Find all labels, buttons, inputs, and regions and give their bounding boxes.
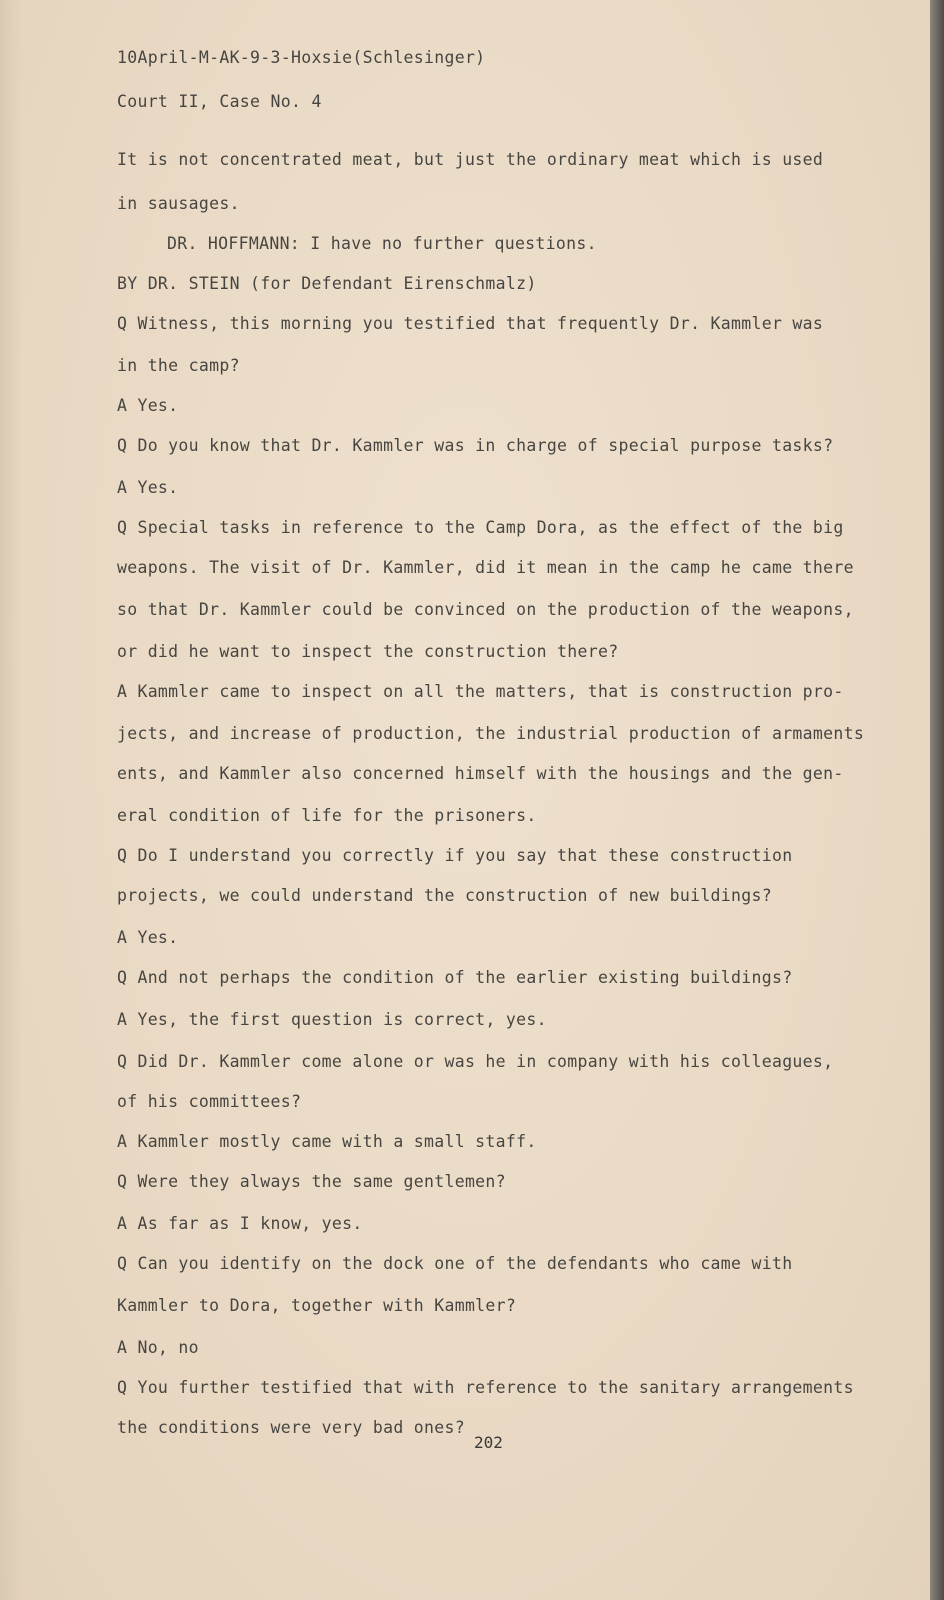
header-court-case: Court II, Case No. 4 [117,92,322,111]
transcript-line: in sausages. [117,194,240,213]
transcript-line: Q And not perhaps the condition of the earlier existing buildings? [117,968,793,987]
transcript-line: It is not concentrated meat, but just the ordinary meat which is used [117,150,824,169]
transcript-line: A Yes, the first question is correct, yes. [117,1010,547,1029]
transcript-line: so that Dr. Kammler could be convinced on the production of the weapons, [117,600,854,619]
transcript-line: DR. HOFFMANN: I have no further questions. [167,234,597,253]
transcript-line: jects, and increase of production, the industrial production of armaments [117,724,865,743]
transcript-line: A No, no [117,1338,199,1357]
transcript-line: Q Do I understand you correctly if you say that these construction [117,846,793,865]
header-reference: 10April-M-AK-9-3-Hoxsie(Schlesinger) [117,48,486,67]
transcript-line: Q Special tasks in reference to the Camp Dora, as the effect of the big [117,518,844,537]
transcript-line: A Yes. [117,478,179,497]
page-number: 202 [474,1433,503,1452]
transcript-line: Q Did Dr. Kammler come alone or was he in company with his colleagues, [117,1052,834,1071]
transcript-line: the conditions were very bad ones? [117,1418,465,1437]
transcript-line: or did he want to inspect the construction there? [117,642,619,661]
transcript-line: Q Witness, this morning you testified that frequently Dr. Kammler was [117,314,824,333]
transcript-line: projects, we could understand the construction of new buildings? [117,886,772,905]
transcript-line: ents, and Kammler also concerned himself with the housings and the gen- [117,764,844,783]
transcript-line: eral condition of life for the prisoners. [117,806,537,825]
page-left-edge [0,0,22,1600]
transcript-line: Q Were they always the same gentlemen? [117,1172,506,1191]
transcript-line: Q You further testified that with reference to the sanitary arrangements [117,1378,854,1397]
transcript-line: weapons. The visit of Dr. Kammler, did it mean in the camp he came there [117,558,854,577]
transcript-line: A As far as I know, yes. [117,1214,363,1233]
transcript-line: Q Can you identify on the dock one of the defendants who came with [117,1254,793,1273]
transcript-line: Q Do you know that Dr. Kammler was in charge of special purpose tasks? [117,436,834,455]
transcript-line: Kammler to Dora, together with Kammler? [117,1296,517,1315]
transcript-line: A Kammler came to inspect on all the matters, that is construction pro- [117,682,844,701]
transcript-line: A Yes. [117,396,179,415]
scan-background-edge [930,0,944,1600]
transcript-line: in the camp? [117,356,240,375]
transcript-line: A Kammler mostly came with a small staff. [117,1132,537,1151]
transcript-line: BY DR. STEIN (for Defendant Eirenschmalz) [117,274,537,293]
transcript-line: of his committees? [117,1092,302,1111]
transcript-line: A Yes. [117,928,179,947]
